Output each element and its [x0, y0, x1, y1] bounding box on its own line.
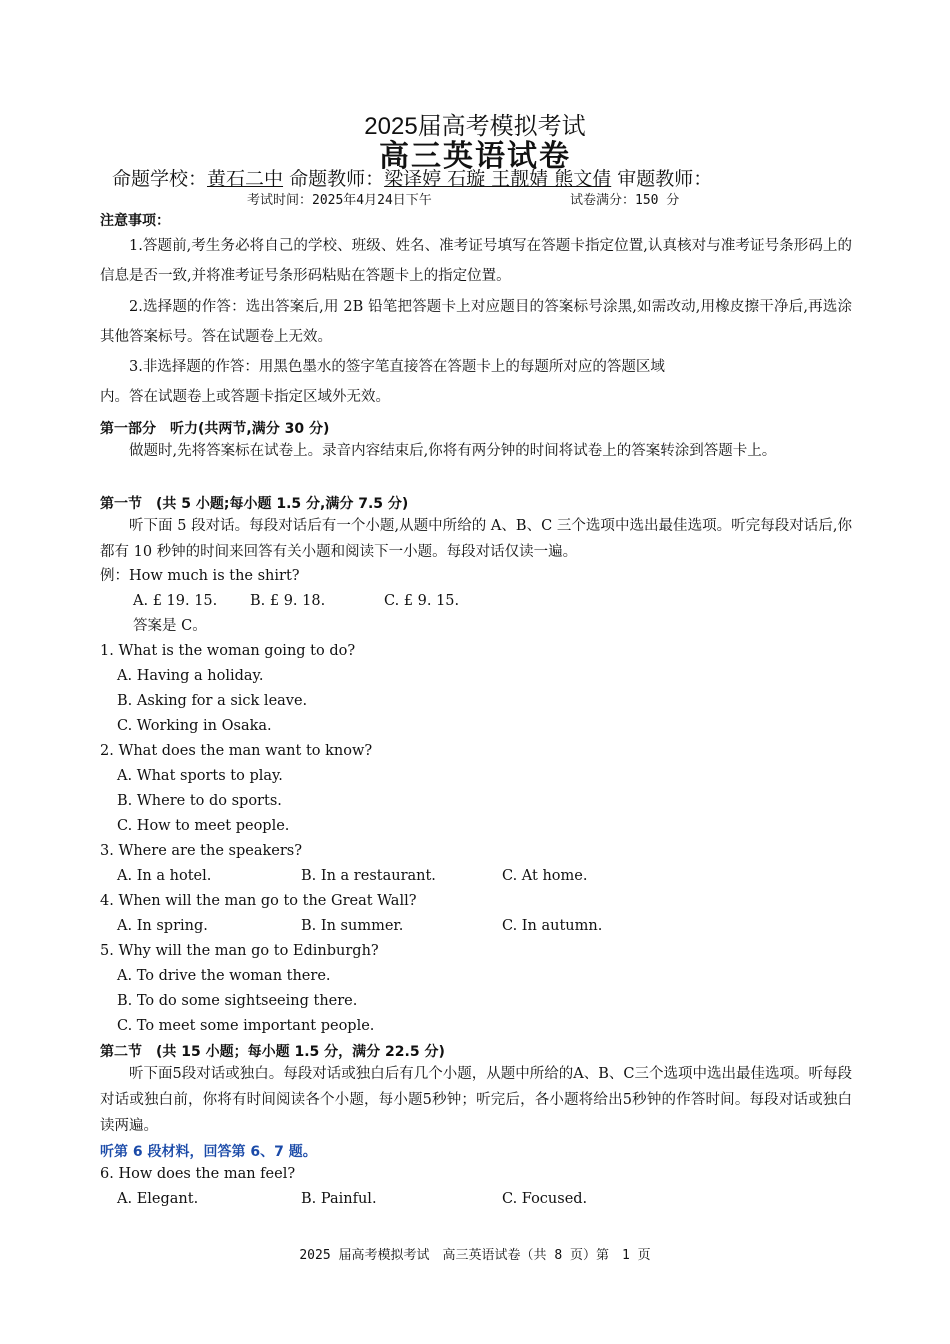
- exam-time: 考试时间：2025年4月24日下午: [247, 193, 432, 208]
- q5-option-b: B. To do some sightseeing there.: [117, 993, 358, 1009]
- q6-option-a: A. Elegant.: [117, 1191, 199, 1207]
- question-6: 6. How does the man feel?: [100, 1166, 296, 1182]
- q4-option-a: A. In spring.: [117, 918, 208, 934]
- exam-title-top: 2025届高考模拟考试: [364, 113, 586, 140]
- teacher-names: 梁译婷 石璇 王靓婧 熊文倩: [384, 168, 612, 190]
- q1-option-b: B. Asking for a sick leave.: [117, 693, 308, 709]
- full-score: 试卷满分：150 分: [570, 193, 680, 208]
- q6-option-c: C. Focused.: [502, 1191, 588, 1207]
- notice-item-2: 2.选择题的作答：选出答案后,用 2B 铅笔把答题卡上对应题目的答案标号涂黑,如需改动,用橡皮擦干净后,再选涂其他答案标号。答在试题卷上无效。: [100, 299, 852, 345]
- notice-item-3: 3.非选择题的作答：用黑色墨水的签字笔直接答在答题卡上的每题所对应的答题区域: [129, 359, 665, 375]
- notice-item-3-cont: 内。答在试题卷上或答题卡指定区域外无效。: [100, 389, 390, 405]
- q3-option-b: B. In a restaurant.: [301, 868, 436, 884]
- q2-option-a: A. What sports to play.: [117, 768, 283, 784]
- notice-item-1: 1.答题前,考生务必将自己的学校、班级、姓名、准考证号填写在答题卡指定位置,认真核对与准考证号条形码上的信息是否一致,并将准考证号条形码粘贴在答题卡上的指定位置。: [100, 238, 852, 284]
- example-option-b: B. £ 9. 18.: [250, 593, 326, 609]
- section1-intro: 听下面 5 段对话。每段对话后有一个小题,从题中所给的 A、B、C 三个选项中选出最佳选项。听完每段对话后,你都有 10 秒钟的时间来回答有关小题和阅读下一小题。每段对话仅读一遍。: [100, 518, 852, 560]
- q5-option-a: A. To drive the woman there.: [117, 968, 331, 984]
- teachers-label: 命题教师：: [289, 168, 385, 190]
- example-option-a: A. £ 19. 15.: [133, 593, 218, 609]
- q6-option-b: B. Painful.: [301, 1191, 377, 1207]
- question-4: 4. When will the man go to the Great Wall?: [100, 893, 417, 909]
- reviewer-label: 审题教师：: [617, 168, 713, 190]
- material-6-instruction: 听第 6 段材料，回答第 6、7 题。: [100, 1144, 317, 1160]
- q1-option-c: C. Working in Osaka.: [117, 718, 272, 734]
- q3-option-a: A. In a hotel.: [117, 868, 212, 884]
- school-name: 黄石二中: [207, 168, 284, 190]
- q5-option-c: C. To meet some important people.: [117, 1018, 375, 1034]
- section2-intro: 听下面5段对话或独白。每段对话或独白后有几个小题，从题中所给的A、B、C三个选项中选出最佳选项。听每段对话或独白前，你将有时间阅读各个小题，每小题5秒钟；听完后，各小题将给出5秒钟的作答时间。每段对话或独白读两遍。: [100, 1066, 852, 1134]
- q2-option-c: C. How to meet people.: [117, 818, 290, 834]
- question-2: 2. What does the man want to know?: [100, 743, 373, 759]
- q4-option-c: C. In autumn.: [502, 918, 603, 934]
- q3-option-c: C. At home.: [502, 868, 588, 884]
- example-option-c: C. £ 9. 15.: [384, 593, 460, 609]
- part1-heading: 第一部分 听力(共两节,满分 30 分): [100, 421, 330, 437]
- example-question: 例：How much is the shirt?: [100, 568, 300, 584]
- page-footer: 2025 届高考模拟考试 高三英语试卷（共 8 页）第 1 页: [299, 1248, 651, 1263]
- section1-heading: 第一节 (共 5 小题;每小题 1.5 分,满分 7.5 分): [100, 496, 409, 512]
- q2-option-b: B. Where to do sports.: [117, 793, 282, 809]
- part1-intro: 做题时,先将答案标在试卷上。录音内容结束后,你将有两分钟的时间将试卷上的答案转涂到答题卡上。: [129, 443, 777, 459]
- q1-option-a: A. Having a holiday.: [117, 668, 264, 684]
- q4-option-b: B. In summer.: [301, 918, 404, 934]
- section2-heading: 第二节 (共 15 小题；每小题 1.5 分，满分 22.5 分): [100, 1044, 445, 1060]
- notice-heading: 注意事项：: [100, 213, 170, 229]
- question-5: 5. Why will the man go to Edinburgh?: [100, 943, 379, 959]
- question-3: 3. Where are the speakers?: [100, 843, 302, 859]
- question-1: 1. What is the woman going to do?: [100, 643, 356, 659]
- author-line: [112, 164, 712, 191]
- exam-title-main: 高三英语试卷: [379, 139, 571, 174]
- school-label: 命题学校：: [112, 168, 208, 190]
- example-answer: 答案是 C。: [133, 618, 207, 634]
